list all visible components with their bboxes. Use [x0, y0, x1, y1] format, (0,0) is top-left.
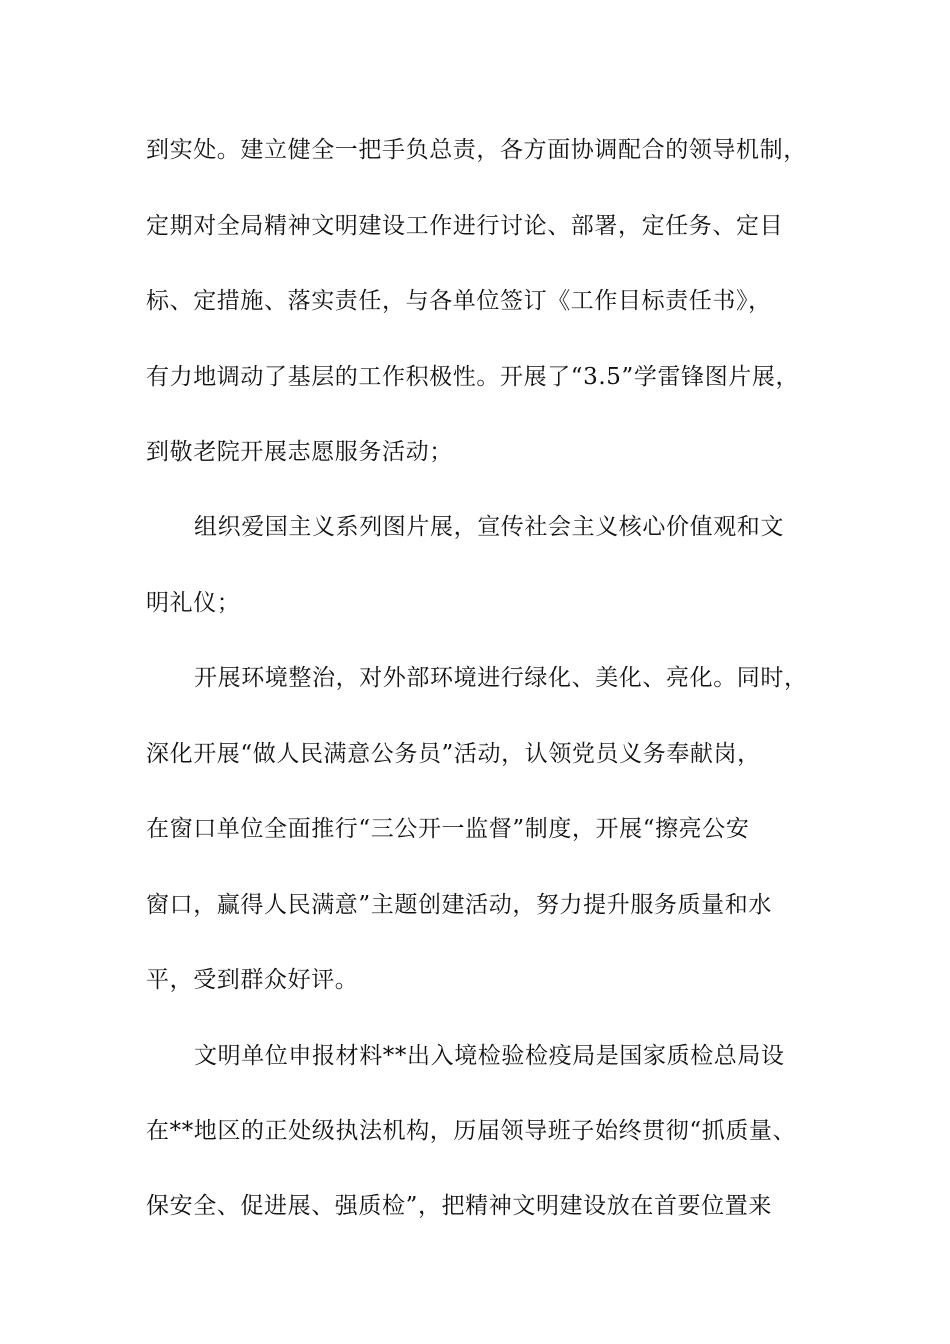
text-line: 在**地区的正处级执法机构，历届领导班子始终贯彻“抓质量、: [146, 1118, 797, 1144]
text-line: 在窗口单位全面推行“三公开一监督”制度，开展“擦亮公安: [146, 816, 750, 842]
text-line: 有力地调动了基层的工作积极性。开展了“3.5”学雷锋图片展，: [146, 364, 800, 390]
text-line: 明礼仪；: [146, 590, 241, 616]
text-line: 窗口，赢得人民满意”主题创建活动，努力提升服务质量和水: [146, 892, 772, 918]
text-line: 到实处。建立健全一把手负总责，各方面协调配合的领导机制，: [146, 137, 807, 163]
text-line: 定期对全局精神文明建设工作进行讨论、部署，定任务、定目: [146, 213, 784, 239]
paragraph-first-line: 组织爱国主义系列图片展，宣传社会主义核心价值观和文: [194, 514, 784, 540]
text-line: 标、定措施、落实责任，与各单位签订《工作目标责任书》，: [146, 288, 772, 314]
text-line: 平，受到群众好评。: [146, 967, 359, 993]
text-line: 到敬老院开展志愿服务活动；: [146, 439, 453, 465]
text-line: 深化开展“做人民满意公务员”活动，认领党员义务奉献岗，: [146, 741, 761, 767]
paragraph-first-line: 文明单位申报材料**出入境检验检疫局是国家质检总局设: [194, 1043, 785, 1069]
paragraph-first-line: 开展环境整治，对外部环境进行绿化、美化、亮化。同时，: [194, 665, 808, 691]
text-line: 保安全、促进展、强质检”，把精神文明建设放在首要位置来: [146, 1193, 772, 1219]
